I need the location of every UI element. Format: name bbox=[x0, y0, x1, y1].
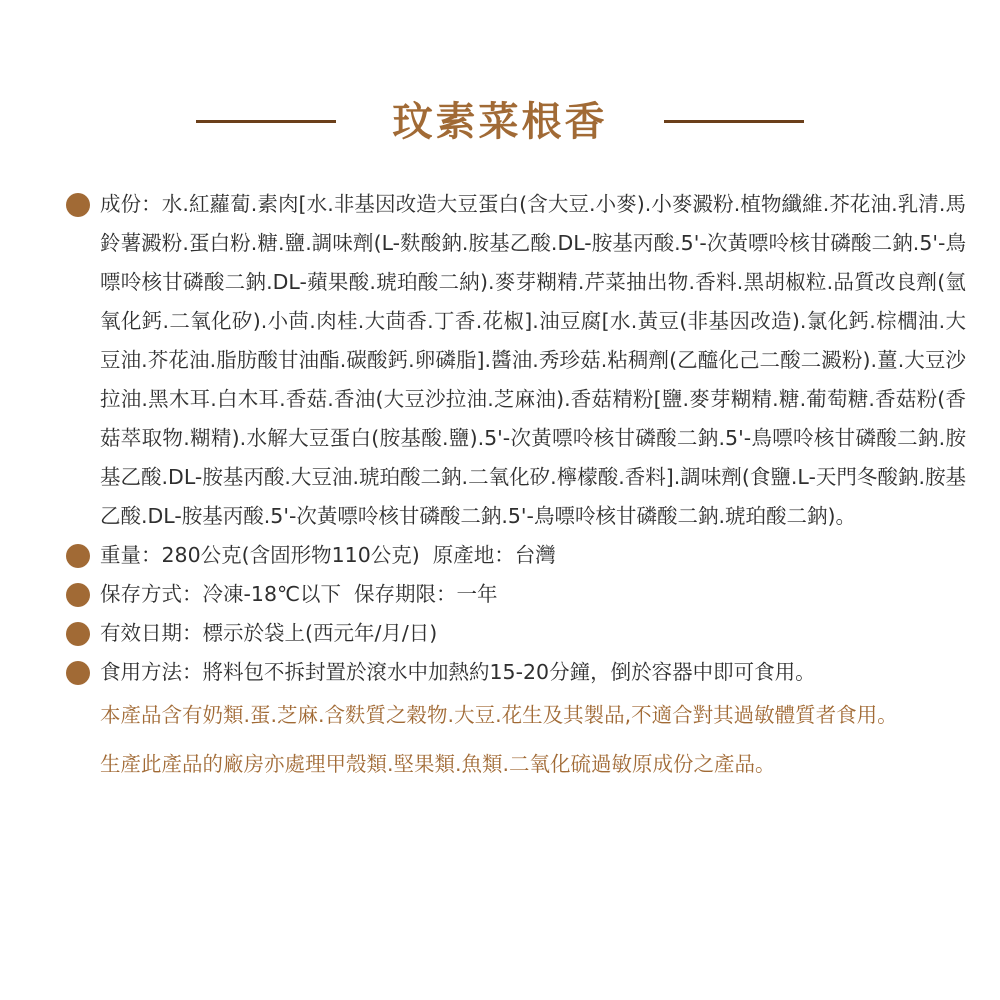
expiry-text: 有效日期：標示於袋上(西元年/月/日) bbox=[100, 621, 438, 645]
storage-item bbox=[66, 575, 966, 614]
facility-warning: 生產此產品的廠房亦處理甲殼類.堅果類.魚類.二氧化硫過敏原成份之產品。 bbox=[100, 752, 776, 776]
bullet-dot-icon bbox=[66, 193, 90, 217]
title-rule-left bbox=[196, 120, 336, 123]
allergen-warning: 本產品含有奶類.蛋.芝麻.含麩質之穀物.大豆.花生及其製品,不適合對其過敏體質者食用。 bbox=[100, 703, 898, 727]
usage-text: 食用方法：將料包不拆封置於滾水中加熱約15-20分鐘，倒於容器中即可食用。 bbox=[100, 660, 816, 684]
ingredients-text: 成份：水.紅蘿蔔.素肉[水.非基因改造大豆蛋白(含大豆.小麥).小麥澱粉.植物纖維.芥花油.乳清.馬鈴薯澱粉.蛋白粉.糖.鹽.調味劑(L-麩酸鈉.胺基乙酸.DL-胺基丙酸.5'-次黃嘌呤核甘磷酸二鈉.5'-鳥嘌呤核甘磷酸二鈉.DL-蘋果酸.琥珀酸二納).麥芽糊精.芹菜抽出物.香料.黑胡椒粒.品質改良劑(氫氧化鈣.二氧化矽).小茴.肉桂.大茴香.丁香.花椒].油豆腐[水.黃豆(非基因改造).氯化鈣.棕櫚油.大豆油.芥花油.脂肪酸甘油酯.碳酸鈣.卵磷脂].醬油.秀珍菇.粘稠劑(乙醯化己二酸二澱粉).薑.大豆沙拉油.黑木耳.白木耳.香菇.香油(大豆沙拉油.芝麻油).香菇精粉[鹽.麥芽糊精.糖.葡萄糖.香菇粉(香菇萃取物.糊精).水解大豆蛋白(胺基酸.鹽).5'-次黃嘌呤核甘磷酸二鈉.5'-鳥嘌呤核甘磷酸二鈉.胺基乙酸.DL-胺基丙酸.大豆油.琥珀酸二鈉.二氧化矽.檸檬酸.香料].調味劑(食鹽.L-天門冬酸鈉.胺基乙酸.DL-胺基丙酸.5'-次黃嘌呤核甘磷酸二鈉.5'-鳥嘌呤核甘磷酸二鈉.琥珀酸二鈉)。 bbox=[100, 192, 966, 528]
product-title: 玟素菜根香 bbox=[392, 99, 608, 145]
bullet-dot-icon bbox=[66, 583, 90, 607]
usage-item bbox=[66, 653, 966, 692]
bullet-dot-icon bbox=[66, 661, 90, 685]
weight-origin-item bbox=[66, 536, 966, 575]
bullet-dot-icon bbox=[66, 622, 90, 646]
ingredients-item bbox=[66, 185, 966, 536]
title-row bbox=[0, 92, 1000, 152]
storage-text: 保存方式：冷凍-18℃以下 保存期限：一年 bbox=[100, 582, 498, 606]
title-rule-right bbox=[664, 120, 804, 123]
bullet-dot-icon bbox=[66, 544, 90, 568]
product-info bbox=[66, 185, 966, 784]
expiry-item bbox=[66, 614, 966, 653]
weight-origin-text: 重量：280公克(含固形物110公克) 原產地：台灣 bbox=[100, 543, 556, 567]
